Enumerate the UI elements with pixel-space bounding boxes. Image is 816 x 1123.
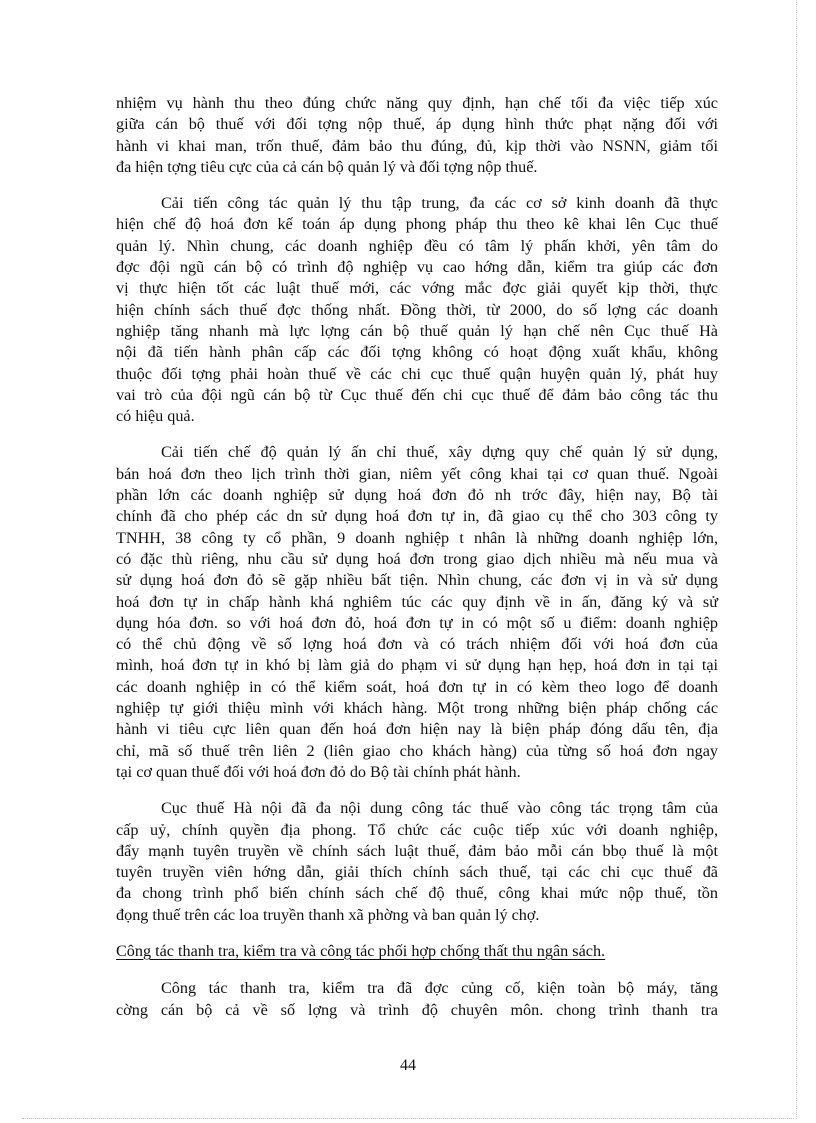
text-line: có thể chủ động về số lợng hoá đơn và có trách nhiệm đối với hoá đơn của bbox=[116, 635, 718, 654]
text-line: thuộc đối tợng phải hoàn thuế về các chi cục thuế quận huyện quản lý, phát huy bbox=[116, 364, 718, 383]
text-line: hiện chính sách thuế đợc thống nhất. Đồng thời, từ 2000, do số lợng các doanh bbox=[116, 300, 718, 319]
text-line: nghiệp tăng nhanh mà lực lợng cán bộ thuế quản lý hạn chế nên Cục thuế Hà bbox=[116, 321, 718, 340]
page-number: 44 bbox=[400, 1057, 416, 1074]
text-line: tại cơ quan thuế đối với hoá đơn đỏ do Bộ tài chính phát hành. bbox=[116, 762, 521, 781]
text-line: nhiệm vụ hành thu theo đúng chức năng quy định, hạn chế tối đa việc tiếp xúc bbox=[116, 94, 718, 112]
text-line: dụng hóa đơn. so với hoá đơn đỏ, hoá đơn tự in có một số u điểm: doanh nghiệp bbox=[116, 613, 718, 632]
text-line: hành vi khai man, trốn thuế, đảm bảo thu đúng, đủ, kịp thời vào NSNN, giảm tối bbox=[116, 136, 718, 155]
text-line: đa hiện tợng tiêu cực của cả cán bộ quản lý và đối tợng nộp thuế. bbox=[116, 157, 538, 176]
text-line: sử dụng hoá đơn đỏ sẽ gặp nhiều bất tiện. Nhìn chung, các đơn vị in và sử dụng bbox=[116, 571, 718, 590]
page-bottom-border bbox=[22, 1118, 794, 1119]
text-line: Cục thuế Hà nội đã đa nội dung công tác thuế vào công tác trọng tâm của bbox=[161, 799, 718, 818]
text-line: đọng thuế trên các loa truyền thanh xã phờng và ban quản lý chợ. bbox=[116, 905, 540, 924]
text-line: quản lý. Nhìn chung, các doanh nghiệp đều có tâm lý phấn khởi, yên tâm do bbox=[116, 236, 718, 255]
text-line: Cải tiến công tác quản lý thu tập trung, đa các cơ sở kinh doanh đã thực bbox=[161, 194, 718, 213]
paragraph-5 bbox=[116, 978, 718, 1021]
text-line: chính đã cho phép các dn sử dụng hoá đơn tự in, đã giao cụ thể cho 303 công ty bbox=[116, 507, 718, 526]
text-line: giữa cán bộ thuế với đối tợng nộp thuế, áp dụng hình thức phạt nặng đối với bbox=[116, 115, 718, 134]
page-right-border bbox=[796, 0, 797, 1119]
section-heading: Công tác thanh tra, kiểm tra và công tác phối hợp chống thất thu ngân sách. bbox=[116, 941, 606, 960]
text-line: Cải tiến chế độ quản lý ấn chỉ thuế, xây dựng quy chế quản lý sử dụng, bbox=[161, 443, 718, 462]
text-line: hành vi tiêu cực liên quan đến hoá đơn hiện nay là biện pháp đóng dấu tên, địa bbox=[116, 720, 718, 739]
paragraph-4 bbox=[116, 798, 718, 926]
text-line: bán hoá đơn theo lịch trình thời gian, niêm yết công khai tại cơ quan thuế. Ngoài bbox=[116, 464, 718, 483]
text-line: nghiệp tự giới thiệu mình với khách hàng. Một trong những biện pháp chống các bbox=[116, 699, 718, 718]
text-line: Công tác thanh tra, kiểm tra đã đợc củng cố, kiện toàn bộ máy, tăng bbox=[161, 979, 718, 998]
paragraph-2 bbox=[116, 193, 718, 427]
text-line: đợc đội ngũ cán bộ có trình độ nghiệp vụ cao hớng dẫn, kiểm tra giúp các đơn bbox=[116, 258, 718, 277]
text-line: vị thực hiện tốt các luật thuế mới, các vớng mắc đợc giải quyết kịp thời, thực bbox=[116, 279, 718, 298]
page-body bbox=[116, 93, 718, 1036]
text-line: mình, hoá đơn tự in khó bị làm giả do phạm vi sử dụng hạn hẹp, hoá đơn in tại tại bbox=[116, 656, 718, 675]
text-line: có đặc thù riêng, nhu cầu sử dụng hoá đơn trong giao dịch nhiều mà nếu mua và bbox=[116, 549, 718, 568]
text-line: phần lớn các doanh nghiệp sử dụng hoá đơn đỏ nh trớc đây, hiện nay, Bộ tài bbox=[116, 486, 718, 505]
text-line: TNHH, 38 công ty cổ phần, 9 doanh nghiệp t nhân là những doanh nghiệp lớn, bbox=[116, 528, 718, 547]
paragraph-3 bbox=[116, 442, 718, 783]
paragraph-1 bbox=[116, 93, 718, 178]
text-line: đa chong trình phổ biến chính sách chế độ thuế, công khai mức nộp thuế, tồn bbox=[116, 884, 718, 903]
text-line: có hiệu quả. bbox=[116, 407, 195, 426]
text-line: vai trò của đội ngũ cán bộ từ Cục thuế đến chi cục thuế để đảm bảo công tác thu bbox=[116, 385, 718, 404]
text-line: hiện chế độ hoá đơn kế toán áp dụng phong pháp thu theo kê khai lên Cục thuế bbox=[116, 215, 718, 234]
text-line: nội đã tiến hành phân cấp các đối tợng không có hoạt động xuất khẩu, không bbox=[116, 343, 718, 362]
text-line: các doanh nghiệp in có thể kiểm soát, hoá đơn tự in có kèm theo logo để doanh bbox=[116, 677, 718, 696]
text-line: cấp uỷ, chính quyền địa phong. Tổ chức các cuộc tiếp xúc với doanh nghiệp, bbox=[116, 820, 718, 839]
text-line: tuyên truyền viên hớng dẫn, giải thích chính sách thuế, tại các chi cục thuế đã bbox=[116, 863, 718, 882]
text-line: đẩy mạnh tuyên truyền về chính sách luật thuế, đảm bảo mỗi cán bbọ thuế là một bbox=[116, 841, 718, 860]
text-line: cờng cán bộ cả về số lợng và trình độ chuyên môn. chong trình thanh tra bbox=[116, 1000, 718, 1019]
text-line: chỉ, mã số thuế trên liên 2 (liên giao cho khách hàng) của từng số hoá đơn ngay bbox=[116, 741, 718, 760]
text-line: hoá đơn tự in chấp hành khá nghiêm túc các quy định về in ấn, đăng ký và sử bbox=[116, 592, 718, 611]
